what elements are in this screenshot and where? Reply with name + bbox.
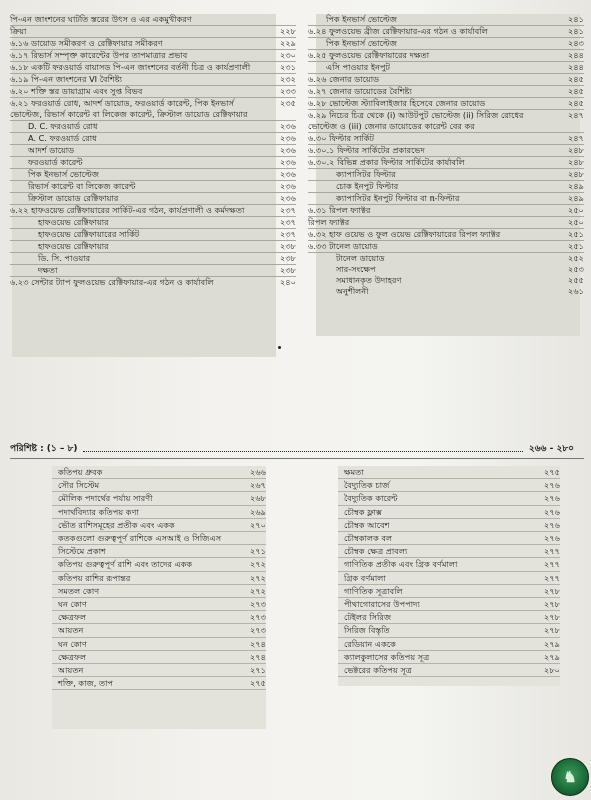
entry-page-number: ২৭৬ [544, 506, 560, 517]
entry-title: ঘন কোণ [58, 638, 87, 649]
entry-title: গাণিতিক প্রতীক এবং গ্রিক বর্ণমালা [344, 559, 458, 570]
toc-entry [308, 193, 584, 205]
entry-title: শক্তি, কাজ, তাপ [58, 678, 114, 689]
entry-title: মৌলিক পদার্থের পর্যায় সারণী [58, 493, 153, 504]
toc-entry [308, 145, 584, 157]
entry-page-number: ২৭৭ [544, 546, 560, 557]
entry-page-number: ২৭৩ [250, 599, 266, 610]
entry-title: অনুশীলনী [336, 286, 369, 296]
entry-page-number: ২৮০ [544, 665, 560, 676]
entry-page-number: ২৩৬ [280, 157, 296, 167]
entry-page-number: ২৩৬ [280, 181, 296, 191]
entry-title: ৬.৩০ ফিল্টার সার্কিট [308, 133, 375, 143]
toc-entry [52, 506, 266, 519]
entry-page-number: ২৬৬ [250, 467, 266, 477]
entry-title: ডি. সি. পাওয়ার [38, 253, 91, 263]
toc-entry [52, 466, 266, 479]
entry-page-number: ২৭২ [250, 572, 266, 583]
entry-title: কতিপয় গুরুত্বপূর্ণ রাশি এবং তাদের একক [58, 559, 193, 570]
entry-page-number: ২৩৭ [280, 217, 296, 227]
toc-entry [338, 558, 560, 571]
entry-title: ৬.২৩ সেন্টার ট্যাপ ফুলওয়েভ রেক্টিফায়ার-এর গঠন ও কার্যাবলি [10, 277, 214, 287]
entry-title: সিস্টেমে প্রকাশ [58, 546, 106, 557]
appendix-header [10, 441, 584, 455]
entry-page-number: ২৩৭ [280, 205, 296, 215]
entry-title: ৬.২৫ ফুলওয়েভ রেক্টিফায়ারের দক্ষতা [308, 50, 430, 60]
entry-page-number: ২৭৭ [544, 559, 560, 570]
toc-entry [308, 253, 584, 264]
toc-entry [10, 26, 296, 38]
entry-title: চৌম্বকালক বল [344, 533, 393, 544]
toc-entry [308, 229, 584, 241]
entry-page-number: ২৭৭ [544, 572, 560, 583]
entry-title: ক্ষেত্রফল [58, 651, 87, 662]
entry-title: গ্রিক বর্ণমালা [344, 572, 386, 583]
entry-title: আদর্শ ডায়োড [28, 145, 75, 155]
toc-entry [308, 38, 584, 50]
entry-title: আয়তন [58, 665, 84, 676]
entry-page-number: ২৬৯ [250, 506, 266, 517]
entry-page-number: ২৫০ [568, 205, 584, 215]
entry-page-number: ২৩৬ [280, 133, 296, 143]
entry-page-number: ২৭৩ [250, 612, 266, 623]
entry-title: ৬.২৬ জেনার ডায়োড [308, 74, 380, 84]
entry-page-number: ২২৯ [280, 38, 296, 48]
entry-page-number: ২৪৫ [568, 86, 584, 96]
entry-page-number: ২৭৯ [544, 638, 560, 649]
appendix-left-list [52, 466, 266, 690]
toc-entry [308, 275, 584, 286]
toc-entry [338, 506, 560, 519]
toc-entry [10, 62, 296, 74]
toc-entry [308, 205, 584, 217]
entry-page-number: ২৪০ [280, 277, 296, 287]
entry-title: সৌর সিস্টেম [58, 480, 100, 491]
toc-entry [338, 545, 560, 558]
entry-page-number: ২৭০ [250, 519, 266, 530]
entry-page-number: ২৬৮ [250, 493, 266, 504]
toc-entry [10, 277, 296, 288]
toc-entry [10, 229, 296, 241]
logo-glyph: ♞ [563, 768, 577, 786]
entry-page-number: ২৭৬ [544, 480, 560, 491]
entry-page-number: ২৩৬ [280, 145, 296, 155]
entry-page-number: ২৪৭ [568, 110, 584, 120]
toc-entry [308, 264, 584, 275]
toc-entry [308, 74, 584, 86]
entry-page-number: ২৪৩ [568, 38, 584, 48]
toc-entry [308, 86, 584, 98]
entry-title: ৬.১৬ ডায়োড সমীকরণ ও রেক্টিফায়ার সমীকরণ [10, 38, 163, 48]
toc-entry [52, 572, 266, 585]
entry-title: ভৌত রাশিসমূহের প্রতীক এবং একক [58, 519, 175, 530]
entry-title: টানেল ডায়োড [336, 253, 385, 263]
entry-title: ৬.৩০.২ বিভিন্ন প্রকার ফিল্টার সার্কিটের কার্যাবলি [308, 157, 465, 167]
toc-entry [10, 14, 296, 26]
table-of-contents [10, 14, 584, 434]
entry-title: ৬.২৪ ফুলওয়েভ ব্রীজ রেক্টিফায়ার-এর গঠন ও কার্যাবলি [308, 26, 488, 36]
toc-entry [10, 181, 296, 193]
entry-page-number: ২৭৪ [250, 638, 266, 649]
entry-page-number: ২৩৬ [280, 169, 296, 179]
toc-entry [52, 638, 266, 651]
entry-page-number: ২৫২ [568, 253, 584, 263]
entry-page-number: ২৪১ [568, 14, 584, 24]
entry-title: পদার্থবিদ্যার কতিপয় কণা [58, 506, 139, 517]
entry-page-number: ২৪৪ [568, 50, 584, 60]
entry-page-number: ২৭২ [250, 559, 266, 570]
entry-title: D. C. ফরওয়ার্ড রোধ [28, 121, 98, 131]
entry-page-number: ২৭৬ [544, 493, 560, 504]
entry-title: ৬.২১ ফরওয়ার্ড রোধ, আদর্শ ডায়োড, ফরওয়ার্ড কারেন্ট, পিক ইনভার্স ভোল্টেজ, রিভার্স কারেন্ট বা লিকেজ কারেন্ট, ক্রিস্টাল ডায়োড রেক্টিফায়ার [10, 98, 248, 119]
toc-entry [10, 121, 296, 133]
entry-page-number: ২৭৮ [544, 625, 560, 636]
toc-entry [308, 181, 584, 193]
toc-entry [52, 558, 266, 571]
toc-entry [308, 50, 584, 62]
entry-title: ৬.২৭ জেনার ডায়োডের বৈশিষ্ট্য [308, 86, 412, 96]
entry-page-number: ২৭২ [250, 585, 266, 596]
entry-page-number: ২৩৭ [280, 229, 296, 239]
toc-entry [52, 585, 266, 598]
entry-title: ৬.২২ হাফওয়েভ রেক্টিফায়ারের সার্কিট-এর গঠন, কার্যপ্রণালী ও কর্মদক্ষতা [10, 205, 245, 215]
toc-entry [308, 62, 584, 74]
entry-page-number: ২৩২ [280, 74, 296, 84]
entry-title: ক্যাপাসিটর ফিল্টার [336, 169, 396, 179]
toc-entry [338, 466, 560, 479]
entry-title: চৌম্বক ফ্লাক্স [344, 506, 383, 517]
entry-page-number: ২৭৬ [544, 519, 560, 530]
entry-page-number: ২৭৪ [250, 651, 266, 662]
toc-right-column [308, 14, 584, 297]
toc-entry [338, 611, 560, 624]
toc-entry [10, 86, 296, 98]
toc-entry [10, 38, 296, 50]
entry-page-number: ২৪৭ [568, 133, 584, 143]
entry-title: হাফওয়েভ রেক্টিফায়ারের সার্কিট [38, 229, 140, 239]
toc-entry [10, 50, 296, 62]
toc-entry [10, 265, 296, 277]
entry-title: গাণিতিক সূত্রাবলি [344, 585, 403, 596]
toc-entry [52, 664, 266, 677]
entry-page-number: ২৩১ [280, 62, 296, 72]
toc-entry [52, 611, 266, 624]
entry-title: রিপল ফ্যাক্টর [308, 217, 350, 227]
entry-title: ৬.২০ শক্তি স্তর ডায়াগ্রাম এবং সুপ্ত বিভব [10, 86, 143, 96]
entry-page-number: ২৩৩ [280, 86, 296, 96]
toc-left-column [10, 14, 296, 288]
entry-page-number: ২৪১ [568, 26, 584, 36]
entry-page-number: ২৭১ [250, 665, 266, 676]
entry-page-number: ২৭৮ [544, 585, 560, 596]
entry-page-number: ২৩৮ [280, 241, 296, 251]
toc-entry [52, 479, 266, 492]
entry-title: রিভার্স কারেন্ট বা লিকেজ কারেন্ট [28, 181, 136, 191]
entry-title: ঘন কোণ [58, 599, 87, 610]
entry-title: ৬.৩২ হাফ ওয়েভ ও ফুল ওয়েভ রেক্টিফায়ারের রিপল ফ্যাক্টর [308, 229, 501, 239]
entry-title: পিক ইনভার্স ভোল্টেজ [326, 38, 398, 48]
leader-dots [83, 445, 522, 452]
toc-entry [52, 519, 266, 532]
toc-entry [52, 677, 266, 690]
toc-entry [338, 532, 560, 545]
toc-entry [52, 651, 266, 664]
entry-title: সার-সংক্ষেপ [336, 264, 376, 274]
toc-entry [338, 479, 560, 492]
entry-title: পীথাগোরাসের উপপাদ্য [344, 599, 420, 610]
entry-title: ৬.১৯ পি-এন জাংশনের VI বৈশিষ্ট্য [10, 74, 123, 84]
entry-title: চৌম্বক আবেশ [344, 519, 390, 530]
entry-title: পিক ইনভার্স ভোল্টেজ [28, 169, 100, 179]
divider [10, 458, 584, 459]
toc-entry [52, 492, 266, 505]
entry-title: চোক ইনপুট ফিল্টার [336, 181, 399, 191]
entry-title: দক্ষতা [38, 265, 58, 275]
entry-title: চৌম্বক ক্ষেত্র প্রাবল্য [344, 546, 408, 557]
entry-page-number: ২৪৮ [568, 157, 584, 167]
entry-title: বৈদ্যুতিক চার্জ [344, 480, 390, 491]
entry-page-number: ২৩০ [280, 50, 296, 60]
toc-entry [52, 545, 266, 558]
toc-entry [308, 98, 584, 110]
toc-entry [10, 157, 296, 169]
toc-entry [308, 241, 584, 253]
entry-title: কতিপয় ধ্রুবক [58, 467, 103, 477]
entry-title: বৈদ্যুতিক কারেন্ট [344, 493, 398, 504]
entry-page-number: ২৫১ [568, 229, 584, 239]
toc-entry [10, 205, 296, 217]
entry-title: ক্ষমতা [344, 467, 364, 477]
entry-title: টেইলর সিরিজ [344, 612, 392, 623]
toc-entry [308, 157, 584, 169]
entry-page-number [242, 532, 266, 544]
entry-page-number: ২৫৫ [568, 275, 584, 285]
entry-page-number: ২৩৮ [280, 265, 296, 275]
entry-page-number: ২২৮ [280, 26, 296, 36]
toc-entry [52, 624, 266, 637]
toc-entry [10, 145, 296, 157]
toc-entry [338, 638, 560, 651]
entry-page-number: ২৫০ [568, 217, 584, 227]
toc-entry [10, 217, 296, 229]
entry-title: ক্ষেত্রফল [58, 612, 87, 623]
toc-entry [338, 572, 560, 585]
entry-page-number: ২৭৮ [544, 612, 560, 623]
toc-entry [308, 133, 584, 145]
entry-page-number: ২৪৫ [568, 74, 584, 84]
toc-entry [338, 598, 560, 611]
toc-entry [10, 241, 296, 253]
toc-entry [338, 492, 560, 505]
entry-page-number: ২৪৫ [568, 98, 584, 108]
entry-title: কতিপয় রাশির রূপান্তর [58, 572, 131, 583]
entry-page-number: ২৭৬ [544, 533, 560, 544]
toc-entry [52, 598, 266, 611]
entry-page-number: ২৫৩ [568, 264, 584, 274]
toc-entry [10, 169, 296, 181]
entry-page-number: ২৪৮ [568, 145, 584, 155]
entry-title: ৬.২৮ ভোল্টেজ স্ট্যাবিলাইজার হিসেবে জেনার ডায়োড [308, 98, 486, 108]
toc-entry [308, 169, 584, 181]
entry-page-number: ২৩৬ [280, 121, 296, 131]
toc-entry [10, 193, 296, 205]
publisher-logo-icon [551, 758, 589, 796]
entry-title: ক্রিস্টাল ডায়োড রেক্টিফায়ার [28, 193, 119, 203]
entry-title: সমাধানকৃত উদাহরণ [336, 275, 402, 285]
entry-page-number: ২৬৭ [250, 480, 266, 491]
toc-entry [52, 532, 266, 545]
print-speck [278, 346, 281, 349]
entry-title: ৬.৩১ রিপল ফ্যাক্টর [308, 205, 371, 215]
entry-title: ফরওয়ার্ড কারেন্ট [28, 157, 83, 167]
toc-entry [10, 74, 296, 86]
entry-page-number: ২৬১ [568, 286, 584, 296]
entry-page-number: ২৫১ [568, 241, 584, 251]
entry-title: ক্যালকুলাসের কতিপয় সূত্র [344, 651, 430, 662]
entry-page-number: ২৪৯ [568, 193, 584, 203]
toc-entry [308, 217, 584, 229]
entry-page-number: ২৭৫ [250, 678, 266, 689]
entry-title: আয়তন [58, 625, 84, 636]
toc-entry [308, 286, 584, 297]
entry-title: ক্রিয়া [10, 26, 27, 36]
entry-title: A. C. ফরওয়ার্ড রোধ [28, 133, 97, 143]
entry-page-number: ২৭৯ [544, 651, 560, 662]
entry-title: ৬.৩৩ টানেল ডায়োড [308, 241, 378, 251]
toc-entry [338, 585, 560, 598]
entry-page-number: ২৭৫ [544, 467, 560, 477]
toc-entry [308, 110, 584, 133]
entry-page-number: ২৩৫ [280, 98, 296, 108]
entry-title: ৬.১৮ একটি ফরওয়ার্ড বায়াসড পি-এন জাংশনের বর্তনী চিত্র ও কার্যপ্রণালী [10, 62, 251, 72]
entry-title: হাফওয়েভ রেক্টিফায়ার [38, 217, 109, 227]
entry-page-number: ২৩৬ [280, 193, 296, 203]
entry-page-number: ২৭৩ [250, 625, 266, 636]
entry-page-number: ২৪৯ [568, 181, 584, 191]
toc-entry [308, 26, 584, 38]
toc-entry [308, 14, 584, 26]
entry-page-number: ২৭৮ [544, 599, 560, 610]
appendix-right-list [338, 466, 560, 677]
entry-title: সিরিজ বিস্তৃতি [344, 625, 390, 636]
entry-page-number: ২৩৮ [280, 253, 296, 263]
toc-entry [338, 624, 560, 637]
entry-title: রেডিয়ান এককে [344, 638, 396, 649]
toc-entry [10, 133, 296, 145]
entry-title: হাফওয়েভ রেক্টিফায়ার [38, 241, 109, 251]
appendix-label: পরিশিষ্ট : (১ – ৮) [10, 443, 78, 454]
entry-page-number: ২৭১ [250, 546, 266, 557]
toc-entry [10, 253, 296, 265]
entry-page-number: ২৪৮ [568, 169, 584, 179]
entry-title: এসি পাওয়ার ইনপুট [326, 62, 391, 72]
toc-entry [10, 98, 296, 121]
toc-entry [338, 651, 560, 664]
entry-title: ক্যাপাসিটর ইনপুট ফিল্টার বা π-ফিল্টার [336, 193, 460, 203]
entry-title: ৬.৩০.১ ফিল্টার সার্কিটের প্রকারভেদ [308, 145, 425, 155]
entry-title: কতকগুলো গুরুত্বপূর্ণ রাশিকে এসআই ও সিজিএস [58, 533, 222, 544]
entry-title: ৬.১৭ রিভার্স সম্পৃক্ত কারেন্টের উপর তাপমাত্রার প্রভাব [10, 50, 188, 60]
entry-page-number: ২৪৪ [568, 62, 584, 72]
entry-title: পি-এন জাংশনের ঘাটতি স্তরের উৎস ও এর একমুখীকরণ [10, 14, 192, 24]
entry-title: সমতল কোণ [58, 585, 100, 596]
entry-title: ৬.২৯ নিচের চিত্র থেকে (i) আউটপুট ভোল্টেজ (ii) সিরিজ রোধের ভোল্টেজ ও (iii) জেনার ডায়োডের কারেন্ট বের কর [308, 110, 524, 131]
appendix-page-range: ২৬৬ - ২৮০ [528, 443, 574, 454]
toc-entry [338, 519, 560, 532]
entry-title: পিক ইনভার্স ভোল্টেজ [326, 14, 398, 24]
entry-title: ভেক্টরের কতিপয় সূত্র [344, 665, 412, 676]
toc-entry [338, 664, 560, 677]
